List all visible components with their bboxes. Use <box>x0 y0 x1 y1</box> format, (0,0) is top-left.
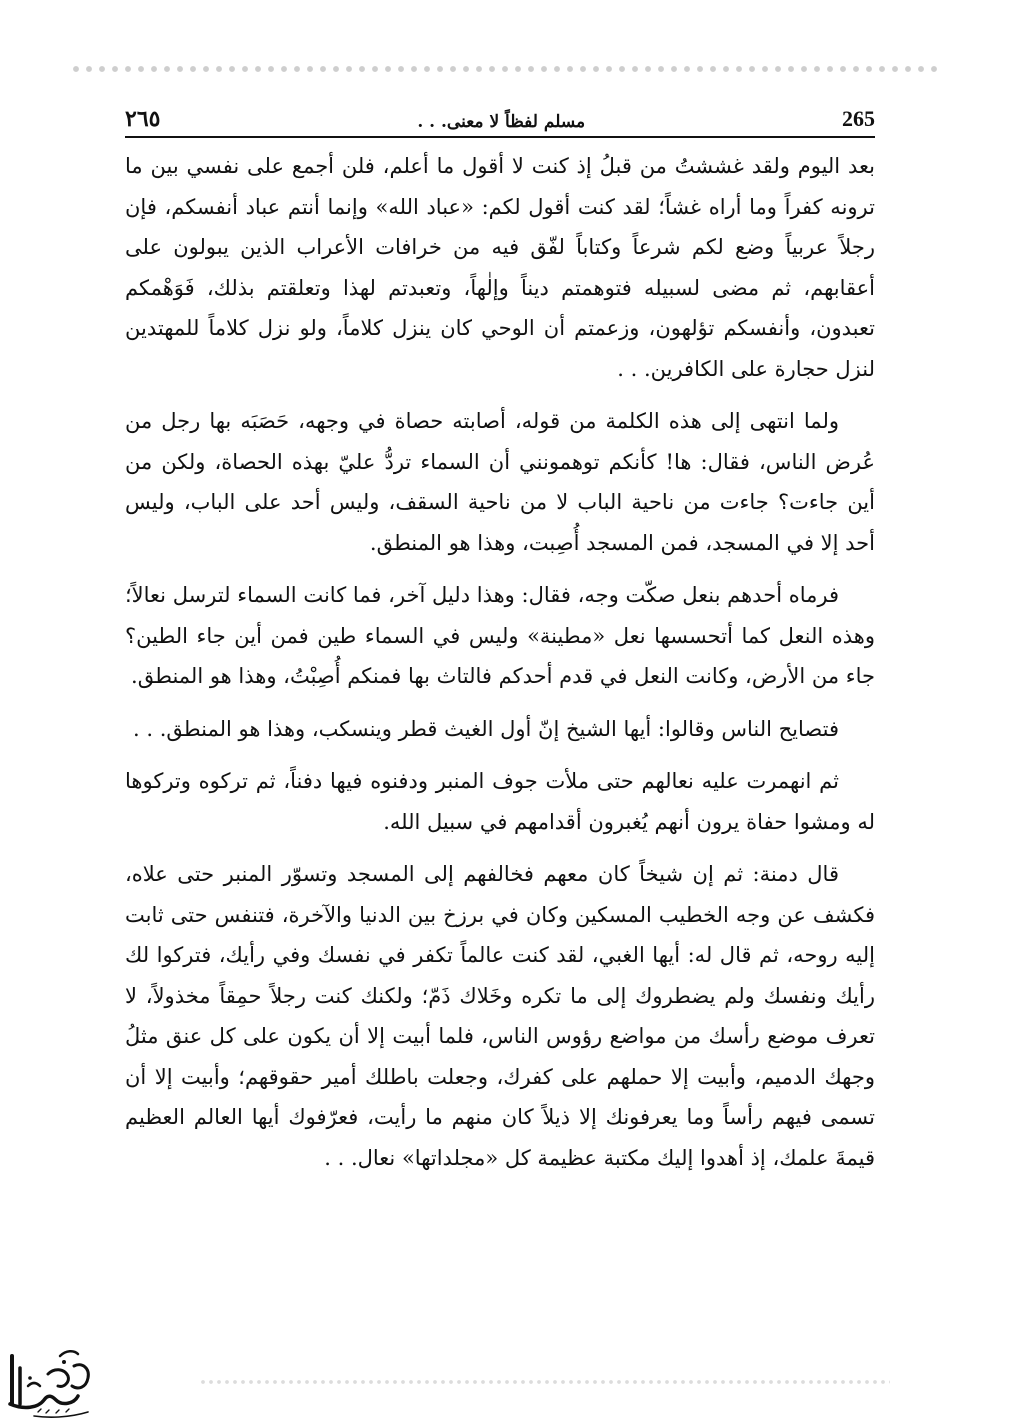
body-text <box>125 146 875 1190</box>
paragraph: فرماه أحدهم بنعل صكّت وجه، فقال: وهذا دليل آخر، فما كانت السماء لترسل نعالاً؛ وهذه النعل كما أتحسسها نعل «مطينة» وليس في السماء طين فمن أين جاء الطين؟ جاء من الأرض، وكانت النعل في قدم أحدكم فالتاث بها فمنكم أُصِبْتُ، وهذا هو المنطق. <box>125 583 875 688</box>
running-title: مسلم لفظاً لا معنى. . . <box>417 112 586 132</box>
page-number-arabic: ٢٦٥ <box>125 106 161 132</box>
calligraphy-watermark <box>4 1338 96 1422</box>
paragraph: قال دمنة: ثم إن شيخاً كان معهم فخالفهم إلى المسجد وتسوّر المنبر حتى علاه، فكشف عن وجه الخطيب المسكين وكان في برزخ بين الدنيا والآخرة، فتنفس حتى ثابت إليه روحه، ثم قال له: أيها الغبي، لقد كنت عالماً تكفر في نفسك وفي رأيك، فتركوا لك رأيك ونفسك ولم يضطروك إلى ما تكره وخَلاك ذَمّ؛ ولكنك كنت رجلاً حمِقاً مخذولاً، لا تعرف موضع رأسك من مواضع رؤوس الناس، فلما أبيت إلا أن يكون على كل عنق مثلُ وجهك الدميم، وأبيت إلا حملهم على كفرك، وجعلت باطلك أمير حقوقهم؛ وأبيت إلا أن تسمى فيهم رأساً وما يعرفونك إلا ذيلاً كان منهم ما رأيت، فعرّفوك أيها العالم العظيم قيمةَ علمك، إذ أهدوا إليك مكتبة عظيمة كل «مجلداتها» نعال. . . <box>125 862 875 1170</box>
paragraph: بعد اليوم ولقد غششتُ من قبلُ إذ كنت لا أقول ما أعلم، فلن أجمع على نفسي بين ما ترونه كفراً وما أراه غشاً؛ لقد كنت أقول لكم: «عباد الله» وإنما أنتم عباد أنفسكم، فإن رجلاً عربياً وضع لكم شرعاً وكتاباً لفّق فيه من خرافات الأعراب الذين يبولون على أعقابهم، ثم مضى لسبيله فتوهمتم ديناً وإلٰهاً، وتعبدتم لهذا وتعلقتم بذلك، فَوَهْمكم تعبدون، وأنفسكم تؤلهون، وزعمتم أن الوحي كان ينزل كلاماً، ولو نزل كلاماً للمهتدين لنزل حجارة على الكافرين. . . <box>125 154 875 381</box>
bottom-ornament-border <box>200 1378 890 1386</box>
page-header <box>125 96 875 132</box>
calligraphy-watermark-icon <box>4 1338 96 1422</box>
page-number-latin: 265 <box>841 106 875 131</box>
top-ornament-border <box>70 62 940 76</box>
header-rule <box>125 136 875 138</box>
paragraph: فتصايح الناس وقالوا: أيها الشيخ إنّ أول الغيث قطر وينسكب، وهذا هو المنطق. . . <box>133 716 839 741</box>
paragraph: ثم انهمرت عليه نعالهم حتى ملأت جوف المنبر ودفنوه فيها دفناً، ثم تركوه وتركوها له ومشوا حفاة يرون أنهم يُغبرون أقدامهم في سبيل الله. <box>125 769 875 834</box>
paragraph: ولما انتهى إلى هذه الكلمة من قوله، أصابته حصاة في وجهه، حَصَبَه بها رجل من عُرض الناس، فقال: ها! كأنكم توهمونني أن السماء تردُّ عليّ بهذه الحصاة، ولكن من أين جاءت؟ جاءت من ناحية الباب لا من ناحية السقف، وليس أحد على الباب، وليس أحد إلا في المسجد، فمن المسجد أُصِبت، وهذا هو المنطق. <box>125 409 875 555</box>
